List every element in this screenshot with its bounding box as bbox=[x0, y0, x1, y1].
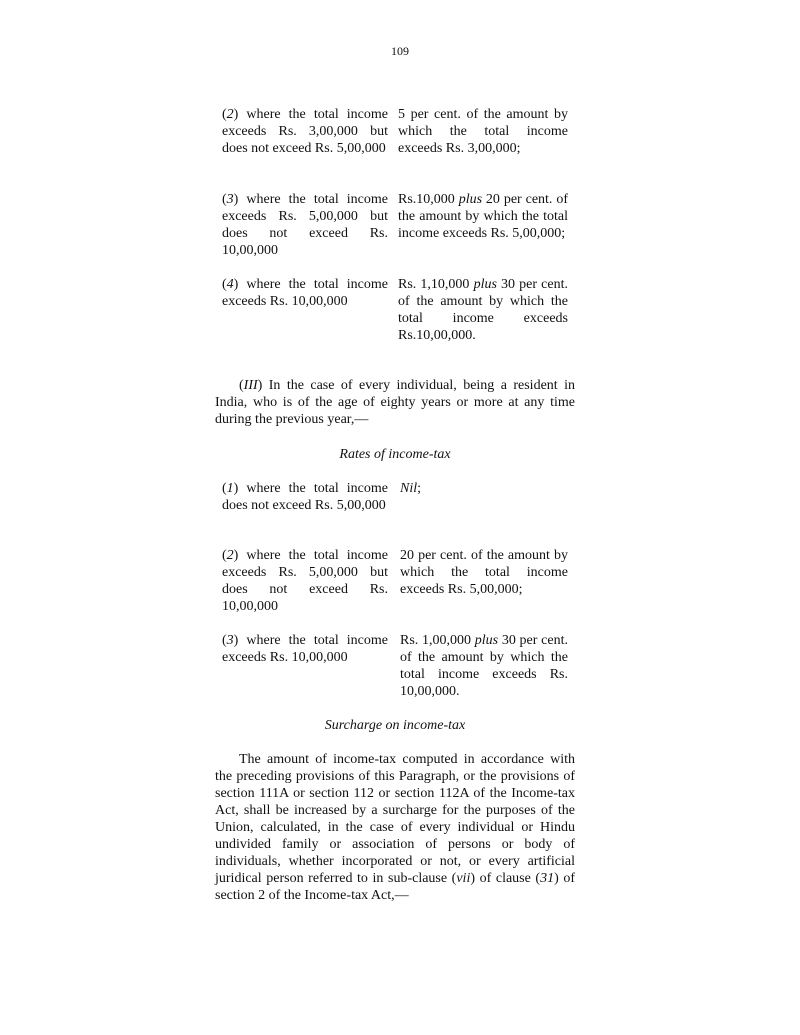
income-condition: (1) where the total income does not exceed Rs. 5,00,000 bbox=[222, 481, 388, 513]
surcharge-heading: Surcharge on income-tax bbox=[324, 718, 466, 733]
tax-rate: Nil; bbox=[400, 481, 422, 496]
page-number: 109 bbox=[391, 44, 409, 58]
tax-rate: Rs. 1,00,000 plus 30 per cent. of the amount by which the total income exceeds Rs. 10,00,000. bbox=[400, 633, 568, 699]
income-condition: (3) where the total income exceeds Rs. 5,00,000 but does not exceed Rs. 10,00,000 bbox=[222, 192, 388, 258]
tax-rate: Rs. 1,10,000 plus 30 per cent. of the amount by which the total income exceeds Rs.10,00,000. bbox=[398, 277, 568, 343]
tax-rate: 5 per cent. of the amount by which the total income exceeds Rs. 3,00,000; bbox=[398, 107, 568, 156]
income-condition: (4) where the total income exceeds Rs. 10,00,000 bbox=[222, 277, 388, 309]
rates-heading: Rates of income-tax bbox=[339, 447, 451, 462]
income-condition: (3) where the total income exceeds Rs. 10,00,000 bbox=[222, 633, 388, 665]
income-condition: (2) where the total income exceeds Rs. 5,00,000 but does not exceed Rs. 10,00,000 bbox=[222, 548, 388, 614]
income-condition: (2) where the total income exceeds Rs. 3,00,000 but does not exceed Rs. 5,00,000 bbox=[222, 107, 388, 156]
tax-rate: Rs.10,000 plus 20 per cent. of the amount by which the total income exceeds Rs. 5,00,000; bbox=[398, 192, 568, 241]
surcharge-paragraph: The amount of income-tax computed in accordance with the preceding provisions of this Paragraph, or the provisions of section 111A or section 112 or section 112A of the Income-tax Act, shall be increased by a surcharge for the purposes of the Union, calculated, in the case of every individual or Hindu undivided family or association of persons or body of individuals, whether incorporated or not, or every artificial juridical person referred to in sub-clause (vii) of clause (31) of section 2 of the Income-tax Act,— bbox=[215, 752, 576, 903]
tax-rate: 20 per cent. of the amount by which the total income exceeds Rs. 5,00,000; bbox=[400, 548, 568, 597]
paragraph-iii: (III) In the case of every individual, being a resident in India, who is of the age of eighty years or more at any time during the previous year,— bbox=[215, 378, 575, 427]
